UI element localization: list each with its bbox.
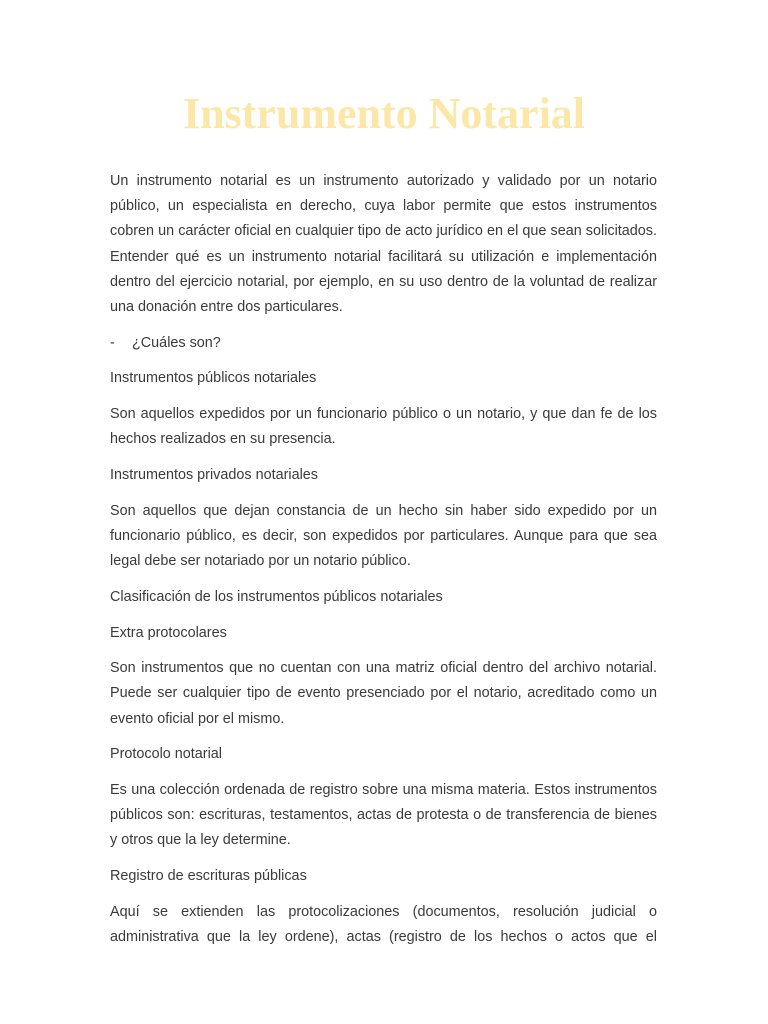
document-body <box>110 169 657 961</box>
bullet-marker: - <box>110 334 115 351</box>
section-body-registro: Aquí se extienden las protocolizaciones (documentos, resolución judicial o administrativa que la ley ordene), actas (registro de los hechos o actos que el <box>110 903 657 946</box>
section-heading-extra-protocolares: Extra protocolares <box>110 624 227 641</box>
section-body-extra-protocolares: Son instrumentos que no cuentan con una matriz oficial dentro del archivo notarial. Puede ser cualquier tipo de evento presenciado por el notario, acreditado como un evento oficial por el mismo. <box>110 660 657 727</box>
bullet-text: ¿Cuáles son? <box>132 334 221 351</box>
section-heading-clasificacion: Clasificación de los instrumentos públicos notariales <box>110 588 443 605</box>
document-title: Instrumento Notarial <box>182 89 586 138</box>
bullet-item <box>110 331 657 356</box>
intro-paragraph: Un instrumento notarial es un instrumento autorizado y validado por un notario público, un especialista en derecho, cuya labor permite que estos instrumentos cobren un carácter oficial en cualquier tipo de acto jurídico en el que sean solicitados. Entender qué es un instrumento notarial facilitará su utilización e implementación dentro del ejercicio notarial, por ejemplo, en su uso dentro de la voluntad de realizar una donación entre dos particulares. <box>110 173 657 316</box>
section-body-privados: Son aquellos que dejan constancia de un hecho sin haber sido expedido por un funcionario público, es decir, son expedidos por particulares. Aunque para que sea legal debe ser notariado por un notario público. <box>110 502 657 570</box>
section-body-protocolo: Es una colección ordenada de registro sobre una misma materia. Estos instrumentos públicos son: escrituras, testamentos, actas de protesta o de transferencia de bienes y otros que la ley determine. <box>110 782 657 849</box>
section-body-publicos: Son aquellos expedidos por un funcionario público o un notario, y que dan fe de los hechos realizados en su presencia. <box>110 406 657 448</box>
section-heading-privados: Instrumentos privados notariales <box>110 467 318 484</box>
section-heading-protocolo: Protocolo notarial <box>110 746 222 763</box>
section-heading-registro: Registro de escrituras públicas <box>110 868 307 885</box>
section-heading-publicos: Instrumentos públicos notariales <box>110 370 317 387</box>
